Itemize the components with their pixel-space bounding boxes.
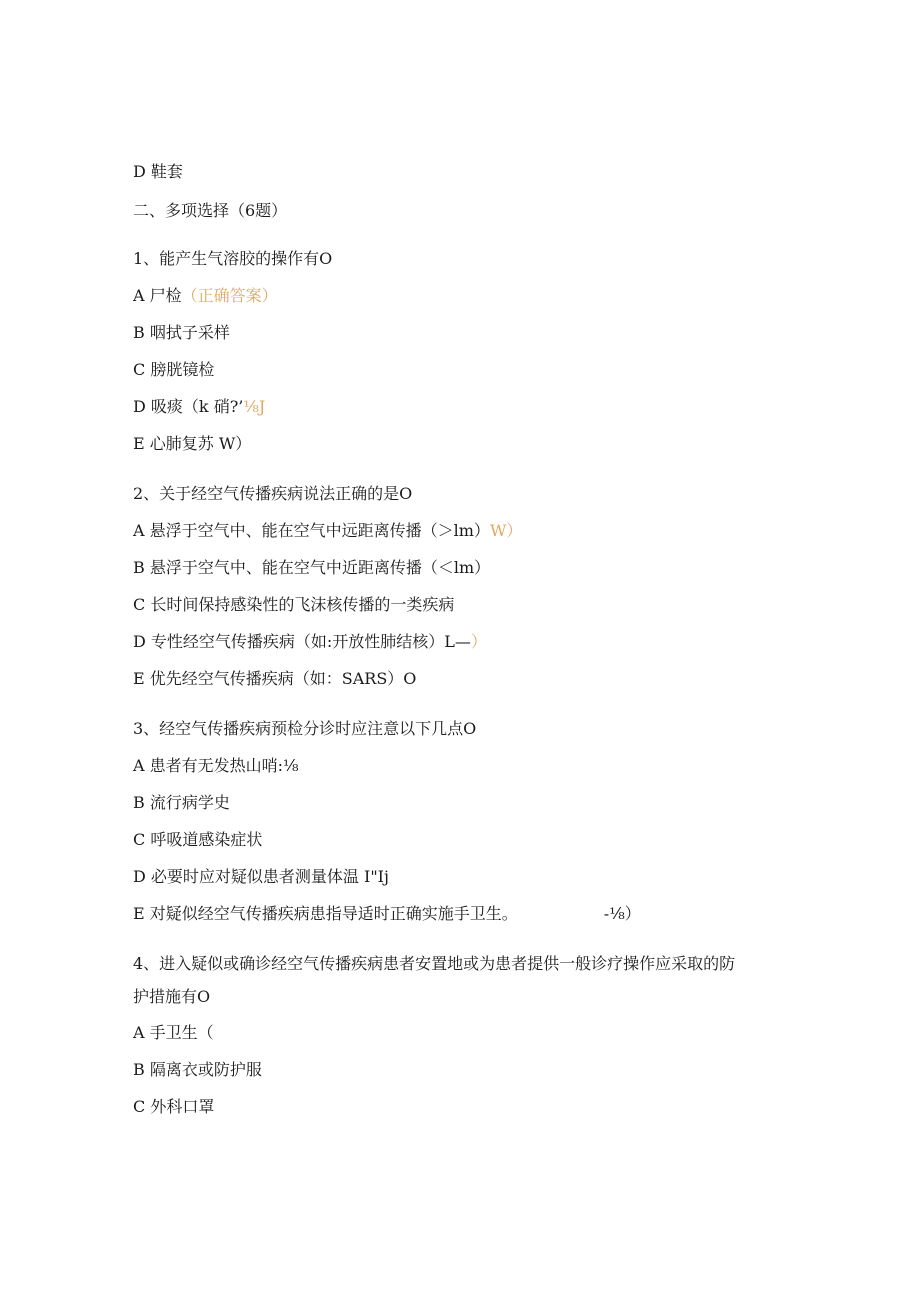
question-4: 4、进入疑似或确诊经空气传播疾病患者安置地或为患者提供一般诊疗操作应采取的防 bbox=[133, 954, 736, 973]
q1-option-a: A 尸检（正确答案） bbox=[133, 286, 278, 305]
question-2: 2、关于经空气传播疾病说法正确的是O bbox=[133, 484, 413, 503]
q4-option-a: A 手卫生（ bbox=[133, 1023, 214, 1042]
q3-option-c: C 呼吸道感染症状 bbox=[133, 830, 263, 849]
q1-option-e: E 心肺复苏 W） bbox=[133, 434, 252, 453]
q2-option-a: A 悬浮于空气中、能在空气中远距离传播（＞lm）W） bbox=[133, 521, 523, 540]
q1-option-c: C 膀胱镜检 bbox=[133, 360, 215, 379]
q4-option-b: B 隔离衣或防护服 bbox=[133, 1060, 262, 1079]
q3-option-b: B 流行病学史 bbox=[133, 793, 230, 812]
answer-mark: ⅛J bbox=[243, 397, 266, 416]
q3-option-e: E 对疑似经空气传播疾病患指导适时正确实施手卫生。 -⅛） bbox=[133, 904, 641, 923]
q1-option-d: D 吸痰（k 硝?’⅛J bbox=[133, 397, 266, 416]
q3-option-d: D 必要时应对疑似患者测量体温 I"Ij bbox=[133, 867, 389, 886]
q2-option-c: C 长时间保持感染性的飞沫核传播的一类疾病 bbox=[133, 595, 455, 614]
question-3: 3、经空气传播疾病预检分诊时应注意以下几点O bbox=[133, 719, 477, 738]
q3-option-a: A 患者有无发热山哨:⅛ bbox=[133, 756, 299, 775]
q4-option-c: C 外科口罩 bbox=[133, 1097, 215, 1116]
q1-option-b: B 咽拭子采样 bbox=[133, 323, 230, 342]
answer-mark: W） bbox=[489, 521, 523, 540]
q2-option-e: E 优先经空气传播疾病（如：SARS）O bbox=[133, 669, 417, 688]
answer-mark: ） bbox=[470, 632, 487, 651]
question-4-continued: 护措施有O bbox=[133, 987, 211, 1006]
correct-answer-mark: （正确答案） bbox=[181, 286, 278, 305]
section-heading-multiple-choice: 二、多项选择（6题） bbox=[133, 201, 288, 220]
option-d-shoe-covers: D 鞋套 bbox=[133, 162, 183, 181]
q2-option-d: D 专性经空气传播疾病（如:开放性肺结核）L—） bbox=[133, 632, 487, 651]
q2-option-b: B 悬浮于空气中、能在空气中近距离传播（＜lm） bbox=[133, 558, 491, 577]
question-1: 1、能产生气溶胶的操作有O bbox=[133, 249, 333, 268]
